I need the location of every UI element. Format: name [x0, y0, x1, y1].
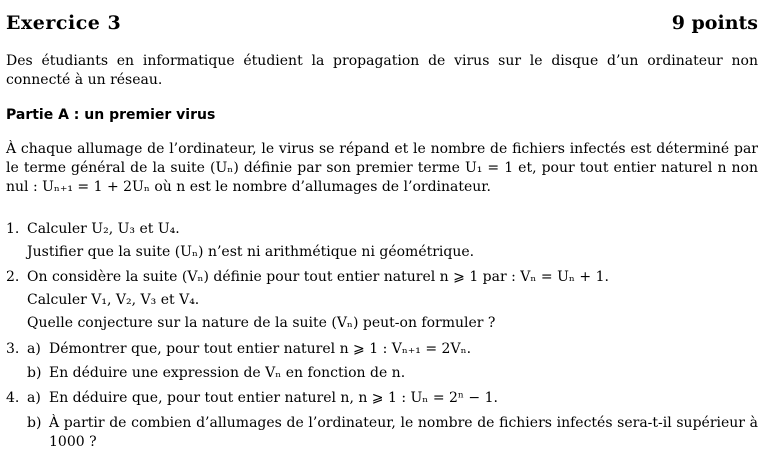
question-line: On considère la suite (Vₙ) définie pour tout entier naturel n ⩾ 1 par : Vₙ = Uₙ + 1.: [27, 269, 609, 285]
question-line: Calculer V₁, V₂, V₃ et V₄.: [27, 292, 200, 308]
question-number: 4.: [6, 390, 20, 406]
question-line: Quelle conjecture sur la nature de la suite (Vₙ) peut-on formuler ?: [27, 315, 496, 331]
question-number: 1.: [6, 221, 20, 237]
sub-text: Démontrer que, pour tout entier naturel n ⩾ 1 : Vₙ₊₁ = 2Vₙ.: [49, 341, 472, 357]
part-a-title: Partie A : un premier virus: [6, 107, 216, 123]
sub-letter: a): [27, 390, 41, 406]
part-a-paragraph: À chaque allumage de l’ordinateur, le virus se répand et le nombre de fichiers infectés est déterminé par le terme général de la suite (Uₙ) définie par son premier terme U₁ = 1 et, pour tout entier naturel n non nul : Uₙ₊₁ = 1 + 2Uₙ où n est le nombre d’allumages de l’ordinateur.: [6, 141, 758, 195]
sub-text: À partir de combien d’allumages de l’ordinateur, le nombre de fichiers infectés sera-t-il supérieur à 1000 ?: [49, 415, 758, 450]
sub-text: En déduire une expression de Vₙ en fonction de n.: [49, 365, 406, 381]
question-number: 3.: [6, 341, 20, 357]
sub-letter: a): [27, 341, 41, 357]
sub-letter: b): [27, 365, 42, 381]
exercise-title: Exercice 3: [6, 12, 122, 34]
question-number: 2.: [6, 269, 20, 285]
sub-text: En déduire que, pour tout entier naturel n, n ⩾ 1 : Uₙ = 2ⁿ − 1.: [49, 390, 498, 406]
intro-paragraph: Des étudiants en informatique étudient la propagation de virus sur le disque d’un ordinateur non connecté à un réseau.: [6, 53, 758, 88]
sub-letter: b): [27, 415, 42, 431]
question-line: Justifier que la suite (Uₙ) n’est ni arithmétique ni géométrique.: [27, 244, 475, 260]
exercise-header: [6, 14, 758, 44]
question-line: Calculer U₂, U₃ et U₄.: [27, 221, 180, 237]
exercise-points: 9 points: [671, 12, 758, 34]
